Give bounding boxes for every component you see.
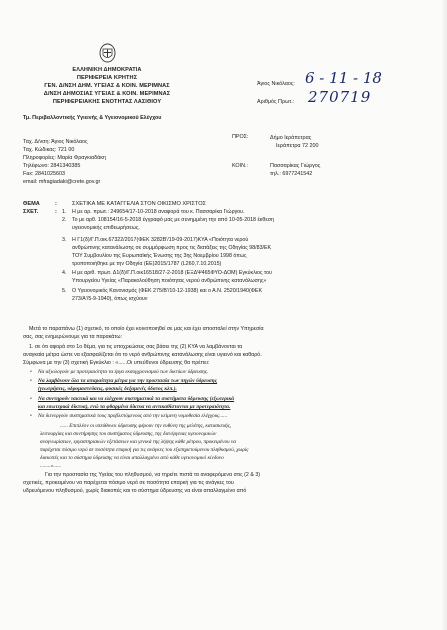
to-line: Δήμο Ιεράπετρας xyxy=(270,135,312,141)
quote-line: ........»...... xyxy=(40,463,62,469)
reference-number: 4. xyxy=(62,270,67,276)
bullet-icon: • xyxy=(30,413,32,419)
subject-label: ΘΕΜΑ xyxy=(23,201,40,207)
reference-number: 1. xyxy=(62,209,67,215)
to-line: Ιεράπετρα 72 200 xyxy=(276,143,319,149)
reference-line: Η Γ1(δ)/Γ.Π.οικ.67322/2017(ΦΕΚ 3282Β'/19-09-2017)ΚΥΑ «Ποιότητα νερού xyxy=(72,237,249,243)
bullet-icon: • xyxy=(30,396,32,402)
reference-line: ΤΟΥ Συμβουλίου της Ευρωπαϊκής Ένωσης της 3ης Νοεμβρίου 1998 όπως xyxy=(72,253,247,259)
reference-line: Το με αρθ. 108154/16-5-2018 έγγραφό μας με συνημμένη την από 10-05-2018 έκθεση xyxy=(72,217,274,223)
reference-line: Η με αρ. πρωτ.: 249654/17-10-2018 αναφορά του κ. Πασσαρίκα Γιώργου. xyxy=(72,209,245,215)
cc-line: Πασσαρίκας Γιώργος xyxy=(270,163,321,169)
reference-number: 2. xyxy=(62,217,67,223)
org-line: ΓΕΝ. Δ/ΝΣΗ ΔΗΜ. ΥΓΕΙΑΣ & ΚΟΙΝ. ΜΕΡΙΜΝΑΣ xyxy=(44,83,170,89)
contact-email: email: mfragiadaki@crete.gov.gr xyxy=(23,179,101,185)
org-line: Δ/ΝΣΗ ΔΗΜΟΣΙΑΣ ΥΓΕΙΑΣ & ΚΟΙΝ. ΜΕΡΙΜΝΑΣ xyxy=(43,91,171,97)
quote-line: παρέχεται πόσιμο νερό σε ποσότητα επαρκή για τις ανάγκες του εξυπηρετούμενου πληθυσμού, χωρίς xyxy=(40,447,249,453)
reference-line: υγειονομικής επιθεωρήσεως. xyxy=(72,225,140,231)
paragraph-line: Σύμφωνα με την (3) σχετική Εγκύκλιο : «......Οι υπεύθυνοι ύδρευσης θα πρέπει: xyxy=(23,360,210,366)
cc-label: ΚΟΙΝ.: xyxy=(232,163,249,169)
reference-line: Υπουργείου Υγείας «Παρακολούθηση ποιότητας νερού ανθρώπινης κατανάλωσης» xyxy=(72,278,267,284)
to-label: ΠΡΟΣ: xyxy=(232,134,249,140)
reference-line: Η με αριθ. πρωτ. Δ1(δ)/Γ.Π.οικ16518/27-2-2018 (ΕΞΔΨ465ΦΥΟ-ΔΟΜ) Εγκύκλιος του xyxy=(72,270,272,276)
reference-line: Ο Υγειονομικός Κανονισμός (ΦΕΚ 275/Β'/10-12-1938) και ο Α.Ν. 2520/1940(ΦΕΚ xyxy=(72,288,262,294)
reference-line: 273/Α'/5-9-1940), όπως ισχύουν xyxy=(72,296,148,302)
protocol-label: Αριθμός Πρωτ.: xyxy=(257,99,295,105)
subject-text: ΣΧΕΤΙΚΑ ΜΕ ΚΑΤΑΓΓΕΛΙΑ ΣΤΟΝ ΟΙΚΙΣΜΟ ΧΡΙΣΤΟΣ xyxy=(72,201,207,207)
org-line: ΠΕΡΙΦΕΡΕΙΑΚΗΣ ΕΝΟΤΗΤΑΣ ΛΑΣΙΘΙΟΥ xyxy=(52,99,162,105)
reference-number: 3. xyxy=(62,237,67,243)
references-colon: : xyxy=(55,209,57,215)
bullet-icon: • xyxy=(30,369,32,375)
references-label: ΣΧΕΤ. xyxy=(23,209,39,215)
cc-line: τηλ.: 6977241542 xyxy=(270,171,313,177)
closing-line: Για την προστασία της Υγείας του πληθυσμού, να τηρείτε πιστά τα αναφερόμενα στις (2 & 3) xyxy=(45,472,261,478)
reference-line: τροποποιήθηκε με την Οδηγία (ΕΕ)2015/1787 (L260,7.10.2015) xyxy=(72,261,222,267)
paragraph-line: αναγκαία μέτρα ώστε να εξασφαλίζεται ότι το νερό ανθρώπινης κατανάλωσης είναι υγιεινό και καθαρό. xyxy=(23,352,262,358)
bullet-line: Να συντηρούν τακτικά και να ελέγχουν συστηματικά τα συστήματα ύδρευσης (εξωτερικά xyxy=(38,396,235,402)
contact-line: Ταχ. Κώδικας: 721 00 xyxy=(23,147,75,153)
contact-line: Ταχ. Δ/νση: Άγιος Νικόλαος xyxy=(23,139,88,145)
bullet-line: Να λαμβάνουν όλα τα απαραίτητα μέτρα για την προστασία των πηγών ύδρευσης xyxy=(38,378,218,384)
department-title: Τμ. Περιβαλλοντικής Υγιεινής & Υγειονομικού Ελέγχου xyxy=(23,115,162,121)
quote-line: λειτουργίας και συντήρησης του συστήματος ύδρευσης, της διενέργειας υγειονομικών xyxy=(40,431,217,437)
closing-line: υδρευόμενου πληθυσμού, χωρίς διακοπές και το σύστημα ύδρευσης να είναι απαλλαγμένο από xyxy=(23,488,247,494)
quote-line: ...... Επιπλέον οι υπεύθυνοι ύδρευσης φέρουν την ευθύνη της μελέτης, κατασκευής, xyxy=(60,423,232,429)
bullet-line: (γεωτρήσεις, υδρομαστεύσεις, φυσικές δεξαμενές ύδατος κλπ.). xyxy=(38,386,177,392)
quote-line: αναγνωρίσεων, εργαστηριακών εξετάσεων και γενικά της λήψης κάθε μέτρου, προκειμένου να xyxy=(40,439,237,445)
reference-number: 5. xyxy=(62,288,67,294)
bullet-line: και εσωτερικά δίκτυα), ενώ τα φθαρμένα δίκτυα να αντικαθίστανται με προτεραιότητα. xyxy=(38,404,231,410)
contact-line: Τηλέφωνο: 2841340385 xyxy=(23,163,81,169)
contact-line: Πληροφορίες: Μαρία Φραγκιαδάκη xyxy=(23,155,106,161)
closing-line: σχετικές, προκειμένου να παρέχεται πόσιμο νερό σε ποσότητα επαρκή για τις ανάγκες του xyxy=(23,480,234,486)
subject-colon: : xyxy=(55,201,57,207)
place-date-label: Άγιος Νικόλαος: xyxy=(257,81,295,87)
paragraph-line: 1. σε ότι αφορά στο 1ο θέμα, για τις υποχρεώσεις σας βάσει της (2) ΚΥΑ να λαμβάνονται τα xyxy=(29,344,243,350)
org-line: ΕΛΛΗΝΙΚΗ ΔΗΜΟΚΡΑΤΙΑ xyxy=(72,67,142,73)
bullet-line: Να διενεργούν συστηματικά τους προβλεπόμενους από την κείμενη νομοθεσία ελέγχους...... xyxy=(38,413,228,419)
quote-line: διακοπές και το σύστημα ύδρευσης να είναι απαλλαγμένο από κάθε υγειονομικό κίνδυνο xyxy=(40,455,224,461)
reference-line: ανθρώπινης κατανάλωσης σε συμμόρφωση προς τις διατάξεις της Οδηγίας 98/83/ΕΚ xyxy=(72,245,272,251)
handwritten-protocol-number: 270719 xyxy=(308,88,372,106)
org-line: ΠΕΡΙΦΕΡΕΙΑ ΚΡΗΤΗΣ xyxy=(76,75,138,81)
greek-emblem-icon xyxy=(99,43,116,63)
handwritten-date: 6 - 11 - 18 xyxy=(305,69,382,87)
scan-edge-shadow xyxy=(441,0,447,630)
bullet-icon: • xyxy=(30,378,32,384)
bullet-line: Να αξιολογούν με προτεραιότητα τα έργα εκσυγχρονισμού των δικτύων ύδρευσης. xyxy=(38,369,209,375)
intro-line: Μετά το παραπάνω (1) σχετικό, το οποίο έχει κοινοποιηθεί σε μας και έχει αποσταλεί στην Υπηρεσία xyxy=(29,326,264,332)
contact-line: Fax: 2841025603 xyxy=(23,171,65,177)
intro-line: σας, σας ενημερώνουμε για τα παρακάτω: xyxy=(23,334,122,340)
